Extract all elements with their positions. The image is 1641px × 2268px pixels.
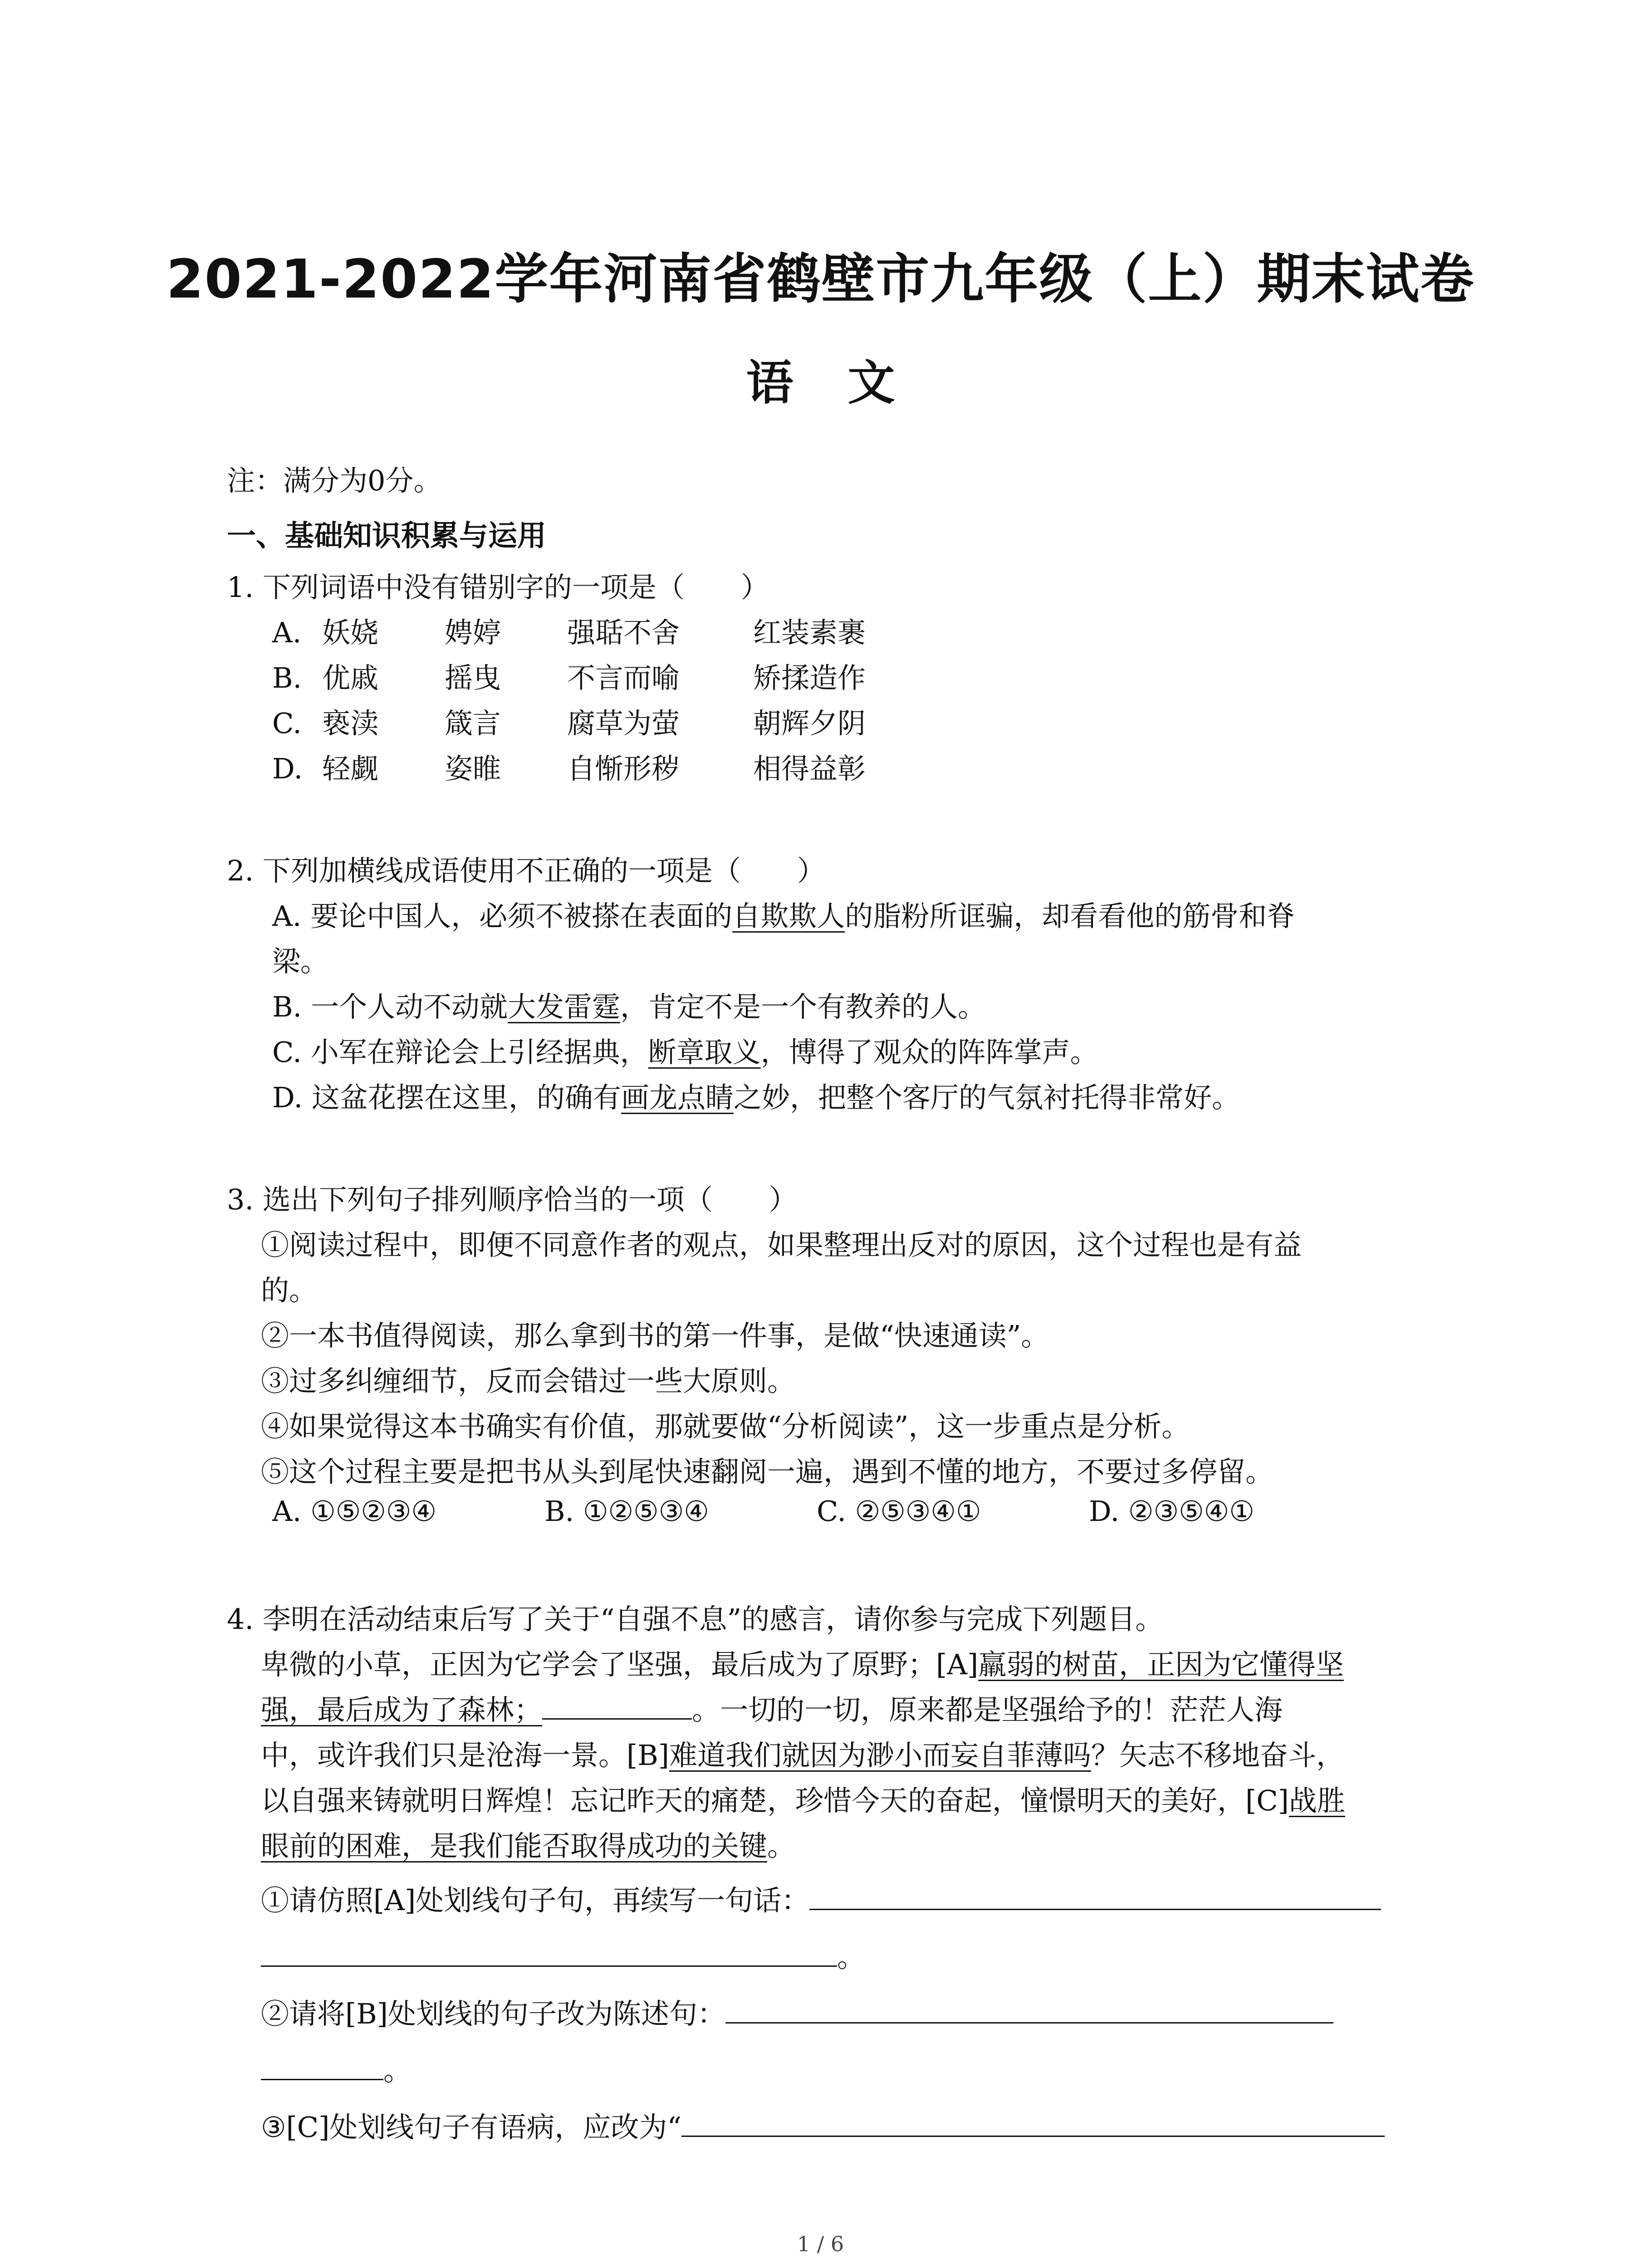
- q4-sub-question-2: ②请将[B]处划线的句子改为陈述句：: [261, 1991, 1333, 2032]
- q4-passage-line-3: 中，或许我们只是沧海一景。[B]难道我们就因为渺小而妄自菲薄吗？矢志不移地奋斗，: [261, 1739, 1344, 1772]
- question-4-stem: 4. 李明在活动结束后写了关于“自强不息”的感言，请你参与完成下列题目。: [227, 1603, 1164, 1636]
- q4-passage-line-2: 强，最后成为了森林； 。一切的一切，原来都是坚强给予的！茫茫人海: [261, 1693, 1283, 1726]
- answer-blank[interactable]: [261, 1942, 837, 1967]
- answer-blank[interactable]: [681, 2112, 1385, 2137]
- q3-sentence-4: ④如果觉得这本书确实有价值，那就要做“分析阅读”，这一步重点是分析。: [261, 1410, 1190, 1443]
- q3-option-c: C. ②⑤③④①: [817, 1495, 981, 1528]
- section-heading: 一、基础知识积累与运用: [227, 519, 546, 553]
- q1-option-c: C. 亵渎 箴言 腐草为萤 朝辉夕阴: [272, 707, 866, 740]
- q4-passage-line-4: 以自强来铸就明日辉煌！忘记昨天的痛楚，珍惜今天的奋起，憧憬明天的美好，[C]战胜: [261, 1784, 1345, 1817]
- marker-a: [A]: [936, 1648, 979, 1681]
- q3-option-b: B. ①②⑤③④: [544, 1495, 709, 1528]
- q3-option-a: A. ①⑤②③④: [272, 1495, 437, 1528]
- q4-sub-question-2-cont: 。: [261, 2048, 411, 2088]
- q3-sentence-1: ①阅读过程中，即便不同意作者的观点，如果整理出反对的原因，这个过程也是有益: [261, 1228, 1302, 1261]
- fill-blank[interactable]: [542, 1695, 692, 1720]
- question-1-stem: 1. 下列词语中没有错别字的一项是（ ）: [227, 571, 769, 604]
- q2-option-d: D. 这盆花摆在这里，的确有画龙点睛之妙，把整个客厅的气氛衬托得非常好。: [272, 1081, 1240, 1114]
- answer-blank[interactable]: [261, 2055, 383, 2080]
- q4-sub-question-1: ①请仿照[A]处划线句子句，再续写一句话：: [261, 1878, 1381, 1918]
- marker-c: [C]: [1245, 1784, 1289, 1817]
- q1-option-b: B. 优戚 摇曳 不言而喻 矫揉造作: [272, 661, 866, 694]
- q3-option-d: D. ②③⑤④①: [1089, 1495, 1254, 1528]
- q4-passage-line-5: 眼前的困难，是我们能否取得成功的关键。: [261, 1829, 796, 1862]
- score-note: 注：满分为0分。: [227, 464, 442, 497]
- q1-option-d: D. 轻觑 姿睢 自惭形秽 相得益彰: [272, 752, 866, 785]
- q3-sentence-5: ⑤这个过程主要是把书从头到尾快速翻阅一遍，遇到不懂的地方，不要过多停留。: [261, 1455, 1274, 1488]
- underlined-idiom: 大发雷霆: [507, 990, 620, 1023]
- exam-title: 2021-2022学年河南省鹤壁市九年级（上）期末试卷: [166, 248, 1475, 310]
- marker-b: [B]: [627, 1739, 669, 1772]
- q2-option-a: A. 要论中国人，必须不被搽在表面的自欺欺人的脂粉所诓骗，却看看他的筋骨和脊: [272, 899, 1295, 933]
- q3-sentence-2: ②一本书值得阅读，那么拿到书的第一件事，是做“快速通读”。: [261, 1319, 1049, 1352]
- q2-option-a-cont: 梁。: [272, 945, 329, 978]
- q3-sentence-3: ③过多纠缠细节，反而会错过一些大原则。: [261, 1364, 796, 1398]
- q4-sub-question-1-cont: 。: [261, 1935, 865, 1975]
- underlined-idiom: 自欺欺人: [732, 899, 845, 933]
- q4-passage-line-1: 卑微的小草，正因为它学会了坚强，最后成为了原野；[A]羸弱的树苗，正因为它懂得坚: [261, 1648, 1344, 1681]
- q4-sub-question-3: ③[C]处划线句子有语病，应改为“: [261, 2105, 1385, 2145]
- question-3-stem: 3. 选出下列句子排列顺序恰当的一项（ ）: [227, 1183, 797, 1216]
- q2-option-b: B. 一个人动不动就大发雷霆，肯定不是一个有教养的人。: [272, 990, 986, 1023]
- q1-option-a: A. 妖娆 娉婷 强聒不舍 红装素裹: [272, 616, 866, 649]
- q2-option-c: C. 小军在辩论会上引经据典，断章取义，博得了观众的阵阵掌声。: [272, 1036, 1098, 1069]
- page-number: 1 / 6: [797, 2232, 844, 2256]
- answer-blank[interactable]: [809, 1885, 1381, 1910]
- answer-blank[interactable]: [725, 1999, 1333, 2024]
- question-2-stem: 2. 下列加横线成语使用不正确的一项是（ ）: [227, 854, 825, 887]
- q3-sentence-1-cont: 的。: [261, 1274, 318, 1307]
- underlined-idiom: 画龙点睛: [621, 1081, 734, 1114]
- subject-title: 语文: [746, 355, 950, 411]
- underlined-idiom: 断章取义: [648, 1036, 761, 1069]
- q3-options: [272, 1495, 1361, 1528]
